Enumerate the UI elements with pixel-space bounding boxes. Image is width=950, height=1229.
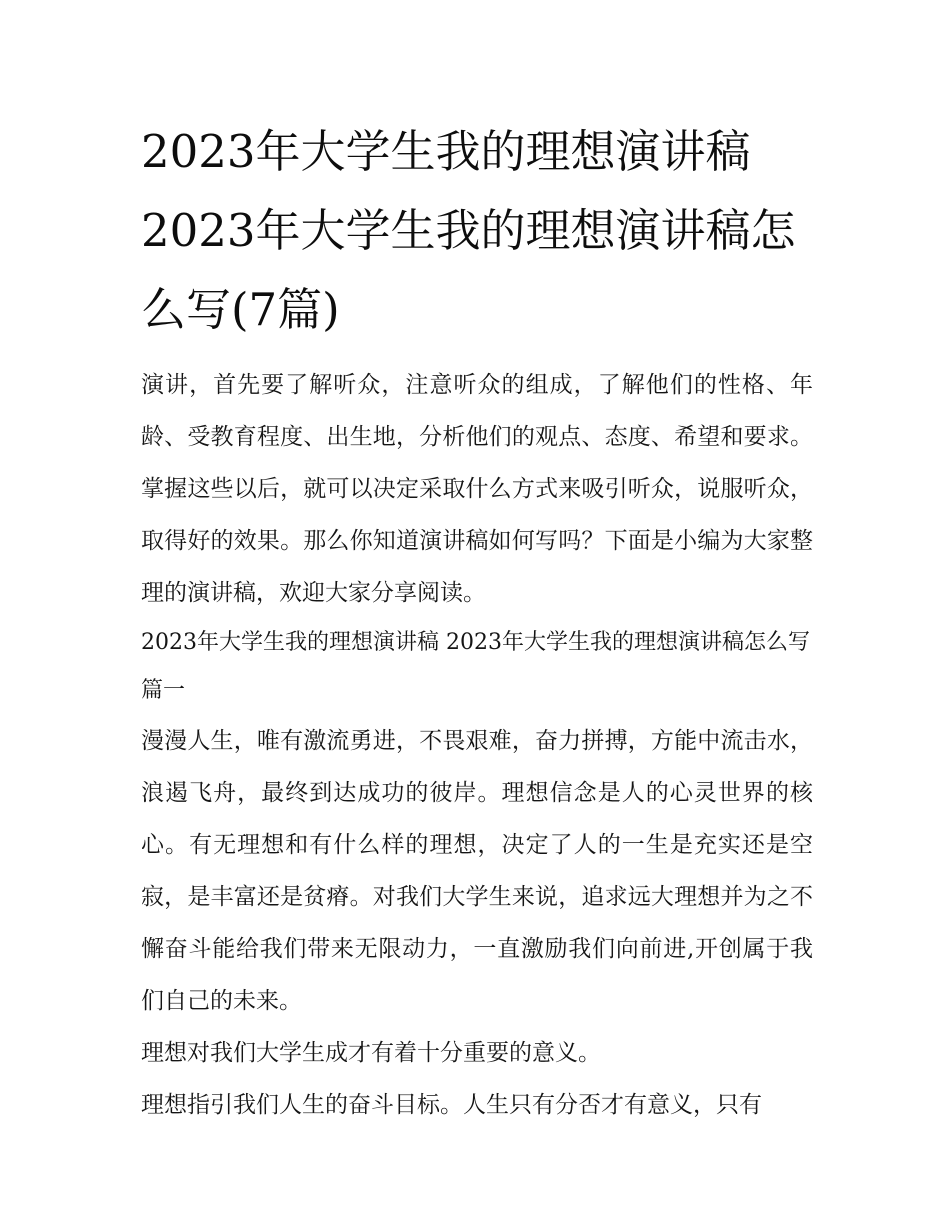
document-title: 2023年大学生我的理想演讲稿 2023年大学生我的理想演讲稿怎么写(7篇) — [141, 125, 796, 336]
body-paragraph: 理想指引我们人生的奋斗目标。人生只有分否才有意义，只有 — [141, 1092, 762, 1118]
document-body — [141, 112, 813, 1131]
section-heading: 2023年大学生我的理想演讲稿 2023年大学生我的理想演讲稿怎么写篇一 — [141, 630, 810, 703]
body-paragraph: 漫漫人生，唯有激流勇进，不畏艰难，奋力拼搏，方能中流击水，浪遏飞舟，最终到达成功的彼岸。理想信念是人的心灵世界的核心。有无理想和有什么样的理想，决定了人的一生是充实还是空寂，是丰富还是贫瘠。对我们大学生来说，追求远大理想并为之不懈奋斗能给我们带来无限动力，一直激励我们向前进,开创属于我们自己的未来。 — [141, 728, 813, 1014]
body-paragraph: 理想对我们大学生成才有着十分重要的意义。 — [141, 1040, 601, 1066]
intro-paragraph: 演讲，首先要了解听众，注意听众的组成，了解他们的性格、年龄、受教育程度、出生地，分析他们的观点、态度、希望和要求。掌握这些以后，就可以决定采取什么方式来吸引听众，说服听众，取得好的效果。那么你知道演讲稿如何写吗？下面是小编为大家整理的演讲稿，欢迎大家分享阅读。 — [141, 372, 813, 606]
